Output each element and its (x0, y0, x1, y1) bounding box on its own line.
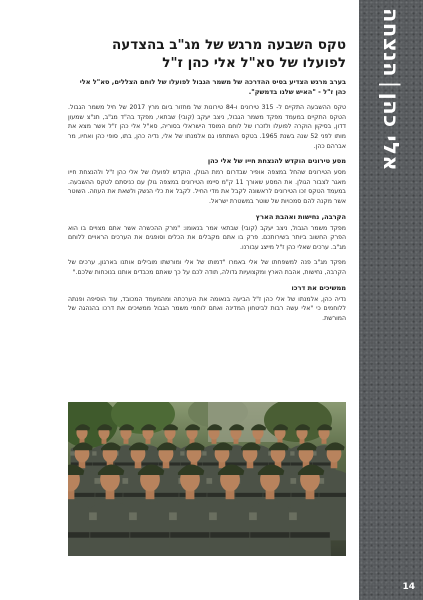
article-paragraph-3: מפקד משמר הגבול, ניצב יעקב (קובי) שבתאי אמר בנאומו: "מרק ההכשרה אשר אתם מצויים בו הוא הפרק החשוב ביותר בשירותכם. פרק בו אתם מקבלים את הכלים וסופגים את הערכים הראויים ללוחם מג"ב. ערכים שאלי כהן ז"ל מייצג עבורנו. (68, 224, 346, 251)
article (68, 36, 346, 323)
soldiers-photo (68, 402, 346, 556)
article-headline: טקס השבעה מרגש של מג"ב בהצדעה לפועלו של סא"ל אלי כהן ז"ל (112, 37, 346, 71)
article-paragraph-5: נדיה כהן, אלמנתו של אלי כהן ז"ל הביעה בנאומה את הערכתה ומהמעמד המכובד, עוד הוסיפה ופנתה ללוחמים כי "אלי עשה רבות לביטחון המדינה ואתם לוחמי משמר הגבול ממשיכים את דרכו בהנהגה של המורשת. (68, 295, 346, 322)
sidebar-title-name: אלי כהן (379, 92, 403, 172)
article-subheading-2: הקרבה, נחישות ואהבת הארץ (255, 212, 346, 221)
sidebar-title (363, 8, 419, 238)
article-subheading-3: ממשיכים את דרכו (291, 283, 346, 292)
article-paragraph-2: מסע הטירונים שהחל במצפה אופיר שבדרום רמת הגולן, הוקדש לפועלו של אלי כהן ז"ל ולהנצחת חייו מאגר לצבור הגולן. את המסע שאורך 11 ק"מ סיימו הטירונים במצפה גולן עם כניסתם לטקס ההשבעה. במעמד הטקס זכו הטירונים לראשונה לקבל את מדי החיל. לקבל את כלי הנשק ולשאת את העוזה. השוטר אשר מקנה להם סמכויות של שוטר במשטרת ישראל. (68, 169, 346, 205)
sidebar-title-separator: | (379, 81, 403, 89)
article-subheading-1: מסע טירונים הוקדש להנצחת חייו של אלי כהן (207, 157, 346, 166)
soldiers-photo-illustration (68, 402, 346, 556)
article-paragraph-4: מפקד מג"ב פנה למשפחתו של אלי באמרו "דמותו של אלי ומורשתו מובילים אותנו בארגון, ערכים של הקרבה, נחישות, אהבת הארץ ומקצועיות גדולה, תודה לכם על כך שאתם מכבדים אותנו בנוכחות שלכם." (68, 259, 346, 276)
article-lead: בערב מרגש הצדיע בסיס ההדרכה של משמר הגבול לפועלו של לוחם הצללים, סא"ל אלי כהן ז"ל - "האיש שלנו בדמשק". (79, 78, 346, 96)
sidebar-title-section: הנצחה (379, 8, 403, 78)
sidebar-granite (359, 0, 423, 600)
page-number: 14 (402, 582, 415, 592)
article-paragraph-1: טקס ההשבעה התקיים ל- 315 טירונים ו-84 טירונות של מחזור ביום מרץ 2017 של חיל משמר הגבול. הטקס התקיים במעמד מפקד משמר הגבול, ניצב יעקב (קובי) שבתאי, מפקד בה"ד מג"ב, תנ"צ שמעון דדון, בסיקון הוקרה לפועלו ולזכרו של לוחם המוסד הישראלי בסוריה, סא"ל אלי כהן ז"ל אשר מצא את מותו לפני 52 שנה בשנת 1965. בטקס השתתפו גם אלמנתו של אלי, נדיה כהן, בתו, סופי כהן ואחיו, מר אברהם כהן. (68, 104, 347, 150)
